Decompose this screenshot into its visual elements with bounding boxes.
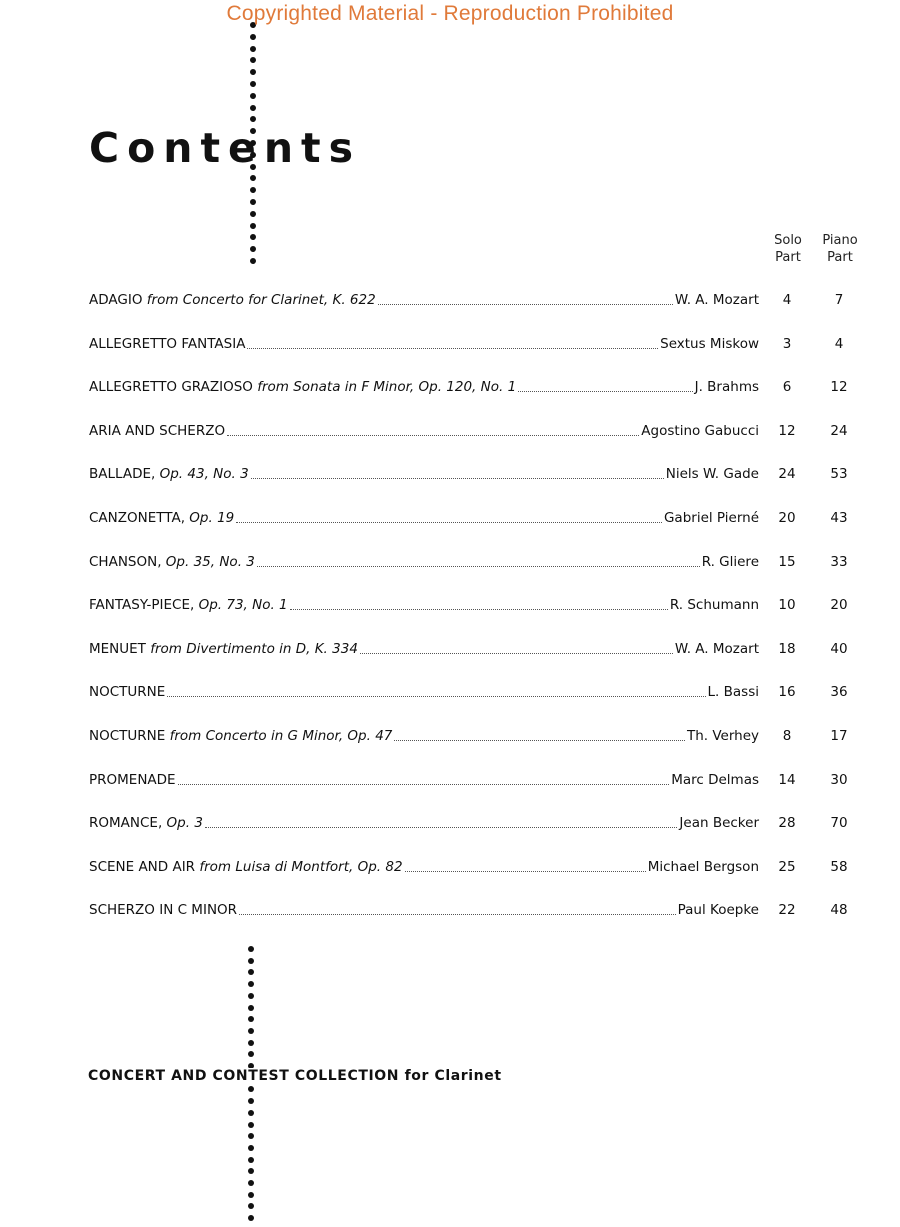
entry-composer: Niels W. Gade xyxy=(665,466,759,483)
entry-subtitle: Op. 19 xyxy=(189,510,235,526)
dot-mark xyxy=(250,57,256,63)
entry-title-group xyxy=(89,379,516,395)
piano-page: 7 xyxy=(834,292,844,308)
dot-mark xyxy=(248,1192,254,1198)
entry-title: MENUET xyxy=(89,640,146,657)
solo-page: 15 xyxy=(778,553,796,570)
entry-title-group xyxy=(89,815,203,831)
solo-page: 20 xyxy=(778,510,796,526)
dot-mark xyxy=(248,1051,254,1057)
dot-leader xyxy=(518,391,693,392)
entry-title: ADAGIO xyxy=(89,292,143,308)
toc-entry xyxy=(89,772,849,792)
entry-title: SCENE AND AIR xyxy=(89,858,196,875)
piano-page: 36 xyxy=(830,684,848,701)
entry-title-group xyxy=(89,292,376,308)
dot-leader xyxy=(360,653,673,654)
piano-page: 24 xyxy=(830,422,848,439)
solo-page: 18 xyxy=(778,640,796,657)
dot-mark xyxy=(250,93,256,99)
dot-mark xyxy=(248,1145,254,1151)
dot-mark xyxy=(248,1203,254,1209)
solo-page: 24 xyxy=(778,466,796,483)
dot-leader xyxy=(257,566,700,567)
piano-page: 17 xyxy=(830,728,848,744)
dot-mark xyxy=(250,211,256,217)
dot-mark xyxy=(248,993,254,999)
entry-composer: W. A. Mozart xyxy=(674,292,759,308)
dot-leader xyxy=(247,348,658,349)
piano-page: 70 xyxy=(830,815,848,832)
toc-entry xyxy=(89,684,849,704)
dot-leader xyxy=(405,871,646,872)
piano-page: 53 xyxy=(830,466,848,483)
entry-composer: R. Gliere xyxy=(701,553,759,570)
dot-mark xyxy=(250,246,256,252)
entry-title: NOCTURNE xyxy=(89,684,166,701)
piano-page: 40 xyxy=(830,640,848,657)
entry-subtitle: from Sonata in F Minor, Op. 120, No. 1 xyxy=(257,379,517,396)
dot-mark xyxy=(248,1005,254,1011)
dot-mark xyxy=(248,969,254,975)
entry-title-group xyxy=(89,597,288,613)
entry-composer: R. Schumann xyxy=(669,597,759,614)
piano-page: 20 xyxy=(830,597,848,614)
entry-title-group xyxy=(89,859,403,875)
solo-page: 14 xyxy=(778,771,796,788)
dot-mark xyxy=(250,116,256,122)
solo-page: 10 xyxy=(778,597,796,614)
entry-title-group xyxy=(89,510,234,526)
entry-subtitle: from Concerto for Clarinet, K. 622 xyxy=(146,292,376,308)
dot-mark xyxy=(248,958,254,964)
entry-composer: J. Brahms xyxy=(694,379,759,396)
entry-title: CHANSON, xyxy=(89,553,162,570)
entry-title-group xyxy=(89,554,255,570)
entry-title-group xyxy=(89,423,225,439)
dot-mark xyxy=(250,69,256,75)
dot-mark xyxy=(250,258,256,264)
dot-mark xyxy=(250,46,256,52)
entry-composer: Jean Becker xyxy=(679,815,759,832)
dot-mark xyxy=(248,1133,254,1139)
entry-title-group xyxy=(89,728,392,744)
page-title: Contents xyxy=(89,124,362,172)
dot-leader xyxy=(378,304,673,305)
entry-composer: Agostino Gabucci xyxy=(641,422,759,439)
toc-entry xyxy=(89,554,849,574)
dot-mark xyxy=(248,1016,254,1022)
dot-leader xyxy=(167,696,706,697)
solo-page: 22 xyxy=(778,902,796,919)
entry-title: ROMANCE, xyxy=(89,815,163,832)
dotted-rule-bottom xyxy=(248,946,256,1227)
piano-page: 33 xyxy=(830,553,848,570)
dot-mark xyxy=(248,1098,254,1104)
solo-page: 8 xyxy=(782,728,792,744)
solo-page: 28 xyxy=(778,815,796,832)
copyright-watermark: Copyrighted Material - Reproduction Prohibited xyxy=(226,2,674,25)
entry-title-group xyxy=(89,466,249,482)
dot-leader xyxy=(178,784,669,785)
entry-title-group xyxy=(89,641,358,657)
entry-title-group xyxy=(89,902,237,918)
entry-title: FANTASY-PIECE, xyxy=(89,597,195,614)
entry-subtitle: Op. 3 xyxy=(166,815,203,832)
dot-leader xyxy=(236,522,662,523)
entry-title-group xyxy=(89,772,176,788)
dot-mark xyxy=(250,187,256,193)
toc-entry xyxy=(89,597,849,617)
piano-page: 48 xyxy=(830,902,848,919)
solo-page: 4 xyxy=(782,292,792,308)
dot-mark xyxy=(248,1040,254,1046)
toc-entry xyxy=(89,292,849,312)
toc-entry xyxy=(89,379,849,399)
entry-composer: Paul Koepke xyxy=(677,902,759,919)
entry-subtitle: Op. 43, No. 3 xyxy=(159,466,249,483)
dot-mark xyxy=(248,1180,254,1186)
piano-part-header: Piano Part xyxy=(822,233,858,265)
entry-composer: Michael Bergson xyxy=(647,858,759,875)
entry-title: PROMENADE xyxy=(89,771,176,788)
toc-entry xyxy=(89,728,849,748)
dot-mark xyxy=(250,199,256,205)
dot-mark xyxy=(248,1122,254,1128)
entry-title: SCHERZO IN C MINOR xyxy=(89,902,238,919)
dot-mark xyxy=(248,981,254,987)
entry-composer: L. Bassi xyxy=(707,684,759,701)
toc-entry xyxy=(89,641,849,661)
dot-mark xyxy=(250,81,256,87)
solo-page: 12 xyxy=(778,422,796,439)
piano-page: 4 xyxy=(834,335,844,352)
entry-composer: Marc Delmas xyxy=(671,771,759,788)
entry-subtitle: Op. 35, No. 3 xyxy=(165,553,255,570)
entry-composer: W. A. Mozart xyxy=(674,640,759,657)
dot-leader xyxy=(290,609,668,610)
dot-leader xyxy=(251,478,664,479)
dot-mark xyxy=(248,946,254,952)
dot-mark xyxy=(250,105,256,111)
dot-leader xyxy=(239,914,676,915)
entry-subtitle: Op. 73, No. 1 xyxy=(198,597,288,614)
entry-composer: Th. Verhey xyxy=(686,728,759,744)
solo-page: 25 xyxy=(778,858,796,875)
toc-entry xyxy=(89,466,849,486)
solo-page: 6 xyxy=(782,379,792,396)
dot-mark xyxy=(248,1028,254,1034)
piano-page: 58 xyxy=(830,858,848,875)
dot-mark xyxy=(248,1157,254,1163)
dot-leader xyxy=(205,827,677,828)
solo-page: 16 xyxy=(778,684,796,701)
dot-mark xyxy=(250,223,256,229)
solo-part-header: Solo Part xyxy=(774,233,802,265)
entry-subtitle: from Divertimento in D, K. 334 xyxy=(150,640,358,657)
piano-page: 43 xyxy=(830,510,848,526)
toc-entry xyxy=(89,423,849,443)
toc-entry xyxy=(89,336,849,356)
entry-composer: Gabriel Pierné xyxy=(663,510,759,526)
piano-page: 12 xyxy=(830,379,848,396)
solo-page: 3 xyxy=(782,335,792,352)
dot-mark xyxy=(248,1215,254,1221)
toc-entry xyxy=(89,510,849,530)
dot-mark xyxy=(248,1168,254,1174)
dot-mark xyxy=(248,1086,254,1092)
dot-mark xyxy=(250,175,256,181)
entry-subtitle: from Luisa di Montfort, Op. 82 xyxy=(199,858,403,875)
dot-leader xyxy=(394,740,685,741)
entry-title: ALLEGRETTO GRAZIOSO xyxy=(89,379,253,396)
piano-page: 30 xyxy=(830,771,848,788)
toc-entry xyxy=(89,815,849,835)
entry-title: BALLADE, xyxy=(89,466,156,483)
toc-entry xyxy=(89,902,849,922)
entry-title: NOCTURNE xyxy=(89,728,166,744)
entry-subtitle: from Concerto in G Minor, Op. 47 xyxy=(169,728,393,744)
dot-leader xyxy=(227,435,639,436)
entry-composer: Sextus Miskow xyxy=(660,335,759,352)
collection-title: CONCERT AND CONTEST COLLECTION for Clarinet xyxy=(88,1068,506,1084)
entry-title-group xyxy=(89,336,245,352)
toc-entry xyxy=(89,859,849,879)
dot-mark xyxy=(250,234,256,240)
dot-mark xyxy=(248,1110,254,1116)
dot-mark xyxy=(250,34,256,40)
entry-title: ARIA AND SCHERZO xyxy=(89,422,226,439)
entry-title-group xyxy=(89,684,165,700)
entry-title: ALLEGRETTO FANTASIA xyxy=(89,335,246,352)
entry-title: CANZONETTA, xyxy=(89,510,185,526)
